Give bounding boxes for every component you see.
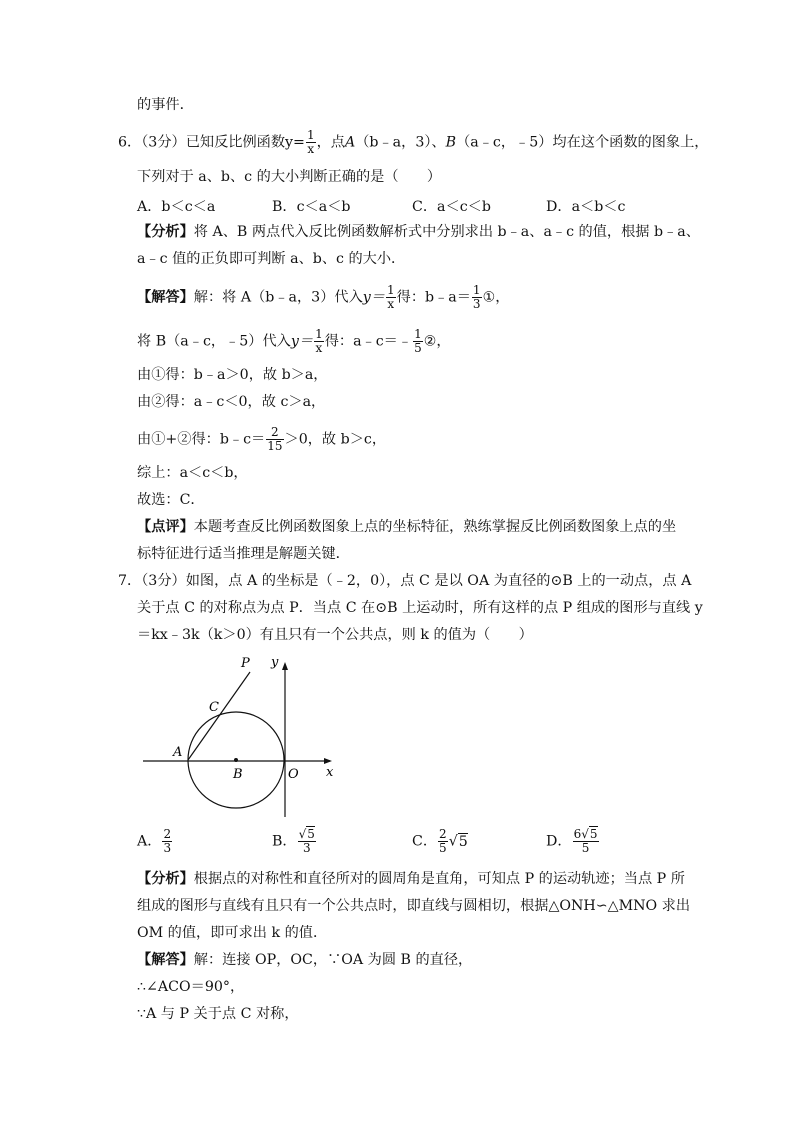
fraction-1-over-x: $\frac{1}{x}$ (386, 283, 395, 311)
q6-answer-5 (137, 426, 386, 453)
q6-ans-2c: ②， (423, 333, 451, 350)
q6-analysis-tag: 【分析】 (137, 224, 194, 240)
q7-stem-2: 关于点 C 的对称点为点 P．当点 C 在⊙B 上运动时，所有这样的点 P 组成的图形与直线 y (137, 600, 703, 616)
q7-analysis-text-1: 根据点的对称性和直径所对的圆周角是直角，可知点 P 的运动轨迹；当点 P 所 (193, 871, 685, 887)
label-y: y (271, 655, 279, 670)
q7-analysis-3: OM 的值，即可求出 k 的值． (137, 925, 328, 941)
q6-ans-2-y: y＝ (290, 333, 314, 350)
label-a: A (173, 745, 183, 760)
q6-stem-c: （b﹣a，3）、 (355, 134, 446, 151)
label-p: P (241, 656, 250, 671)
q6-number: 6． (118, 134, 142, 151)
q7-ans-1-text: 解：连接 OP，OC，∵OA 为圆 B 的直径， (193, 952, 473, 968)
y-axis-arrow-icon (282, 662, 288, 670)
q6-option-a: A．b＜c＜a (137, 199, 216, 215)
fraction-root5-over-3: $\frac{√5}{3}$ (298, 827, 315, 855)
q6-answer-3: 由①得：b﹣a＞0，故 b＞a， (137, 367, 328, 383)
label-o: O (288, 767, 299, 782)
q6-stem-line2: 下列对于 a、b、c 的大小判断正确的是（ ） (137, 169, 442, 185)
q6-ans-2a: 将 B（a﹣c，﹣5）代入 (137, 333, 291, 350)
sqrt-5: 5 (458, 833, 468, 850)
q6-answer-4: 由②得：a﹣c＜0，故 c＞a， (137, 394, 326, 410)
q6-analysis-text-1: 将 A、B 两点代入反比例函数解析式中分别求出 b﹣a、a﹣c 的值，根据 b﹣a、 (193, 224, 700, 240)
segment-ap (188, 672, 250, 760)
q7-stem-1-text: （3分）如图，点 A 的坐标是（﹣2，0），点 C 是以 OA 为直径的⊙B 上的一动点，点 A (141, 573, 692, 589)
fraction-2-over-15: $\frac{2}{15}$ (267, 425, 283, 453)
q6-analysis-1 (137, 223, 700, 241)
x-axis-arrow-icon (324, 758, 332, 764)
q7-answer-1 (137, 951, 472, 969)
q6-review-1 (137, 518, 676, 536)
q6-option-b: B．c＜a＜b (272, 199, 351, 215)
q6-option-c: C．a＜c＜b (412, 199, 491, 215)
q7-number: 7． (118, 573, 142, 589)
q6-ans-5a: 由①+②得：b﹣c＝ (137, 431, 266, 448)
q7-analysis-tag: 【分析】 (137, 871, 194, 887)
q6-answer-6: 综上：a＜c＜b， (137, 465, 248, 481)
q6-answer-7: 故选：C． (137, 492, 205, 508)
q7-analysis-1 (137, 870, 685, 888)
fraction-1-over-5: $\frac{1}{5}$ (414, 327, 422, 355)
q6-answer-tag: 【解答】 (137, 289, 194, 306)
q7-analysis-2: 组成的图形与直线有且只有一个公共点时，即直线与圆相切，根据△ONH∽△MNO 求出 (137, 898, 691, 914)
label-x: x (326, 765, 334, 780)
q7-answer-tag: 【解答】 (137, 952, 194, 968)
q7-option-a: A． $\frac{2}{3}$ (137, 827, 172, 855)
label-c: C (209, 700, 219, 715)
q6-analysis-2: a﹣c 值的正负即可判断 a、b、c 的大小． (137, 251, 406, 267)
q6-review-tag: 【点评】 (137, 519, 194, 535)
q7-option-d: D． $\frac{6√5}{5}$ (546, 827, 598, 855)
q6-review-2: 标特征进行适当推理是解题关键． (137, 546, 350, 562)
q6-stem-d: （a﹣c，﹣5）均在这个函数的图象上， (456, 134, 709, 151)
q6-ans-2b: 得：a﹣c＝﹣ (324, 333, 413, 350)
q6-ans-1-y: y＝ (362, 289, 385, 306)
carry-line: 的事件． (137, 97, 194, 113)
fraction-2-over-3: $\frac{2}{3}$ (163, 827, 172, 855)
q7-stem-3: ＝kx﹣3k（k＞0）有且只有一个公共点，则 k 的值为（ ） (137, 627, 533, 643)
fraction-1-over-3: $\frac{1}{3}$ (472, 283, 481, 311)
q6-func-y: y= (285, 134, 305, 151)
center-point-b (234, 758, 238, 762)
q7-option-c: C． $\frac{2}{5}$ √5 (412, 827, 468, 855)
q6-stem-b: ，点 (316, 134, 345, 151)
q6-stem-a: （3分）已知反比例函数 (141, 134, 286, 151)
q6-ans-1c: ①， (482, 289, 510, 306)
q6-answer-2 (137, 328, 451, 355)
fraction-2-over-5: $\frac{2}{5}$ (439, 827, 447, 855)
q7-stem-1 (118, 572, 691, 590)
q6-ans-5b: ＞0，故 b＞c， (284, 431, 387, 448)
q6-ans-1b: 得：b﹣a＝ (396, 289, 471, 306)
q7-figure (140, 652, 340, 822)
fraction-6root5-over-5: $\frac{6√5}{5}$ (573, 827, 598, 855)
label-b: B (233, 767, 243, 782)
q7-answer-2: ∴∠ACO＝90°， (137, 979, 245, 995)
fraction-1-over-x: $\frac{1}{x}$ (315, 327, 323, 355)
q6-review-text-1: 本题考查反比例函数图象上点的坐标特征，熟练掌握反比例函数图象上点的坐 (193, 519, 677, 535)
q6-option-d: D．a＜b＜c (546, 199, 626, 215)
q6-ans-1a: 解：将 A（b﹣a，3）代入 (193, 289, 363, 306)
q7-answer-3: ∵A 与 P 关于点 C 对称， (137, 1006, 299, 1022)
q6-stem: 6．（3分）已知反比例函数y= $\frac{1}{x}$ ，点A（b﹣a，3）、B（a﹣c，﹣5）均在这个函数的图象上， (118, 128, 709, 156)
q6-answer-1 (137, 284, 509, 311)
fraction-1-over-x: $\frac{1}{x}$ (306, 128, 315, 156)
q7-option-b: B． $\frac{√5}{3}$ (272, 827, 315, 855)
